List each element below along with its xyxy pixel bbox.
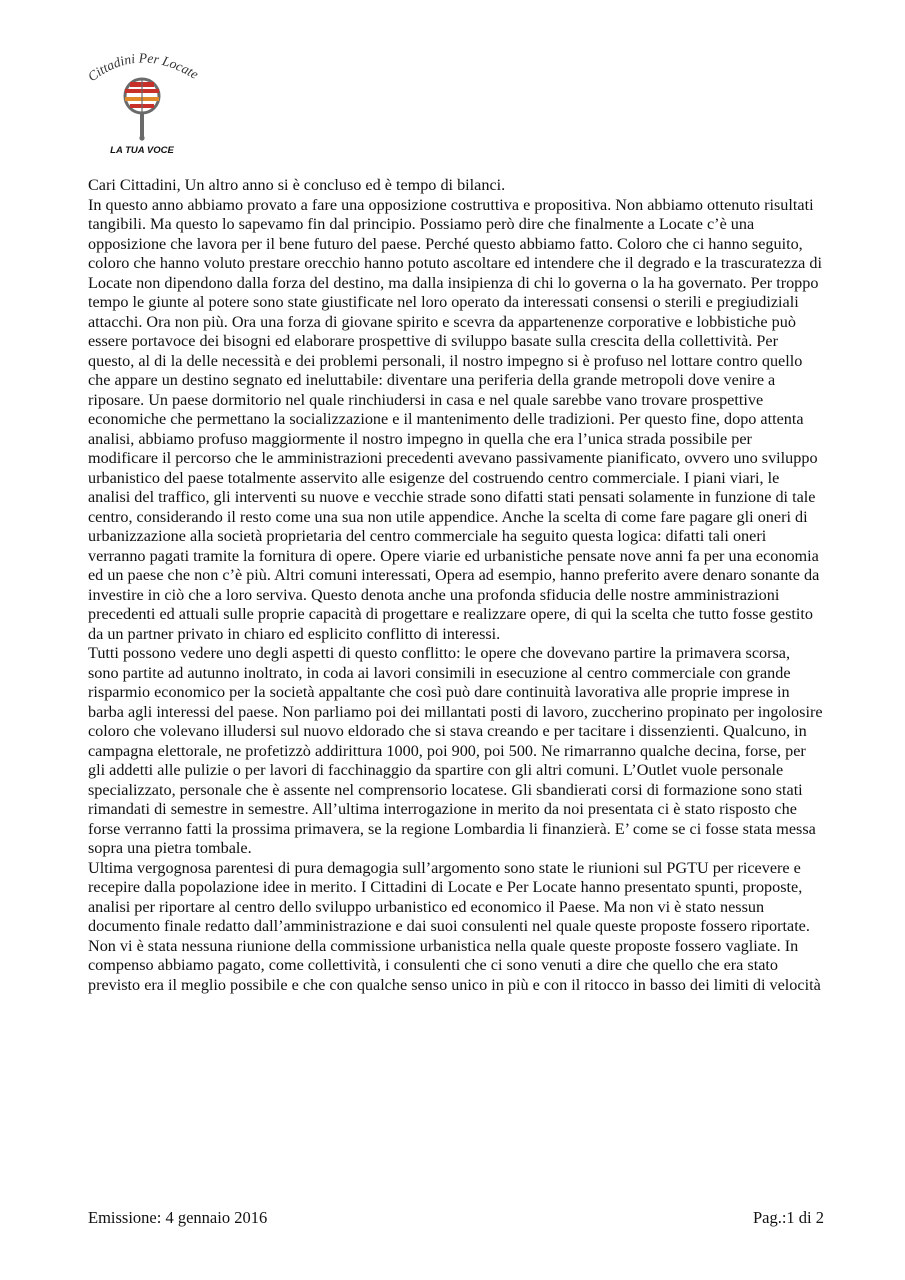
letter-body: [88, 176, 824, 995]
logo-caption: LA TUA VOCE: [110, 145, 174, 156]
paragraph-pgtu: Ultima vergognosa parentesi di pura demagogia sull’argomento sono state le riunioni sul PGTU per ricevere e recepire dalla popolazione idee in merito. I Cittadini di Locate e Per Locate hanno presentato spunti, proposte, analisi per riportare al centro dello sviluppo urbanistico ed economico il Paese. Ma non vi è stato nessun documento finale redatto dall’amministrazione e dai suoi consulenti nel quale queste proposte fossero riportate. Non vi è stata nessuna riunione della commissione urbanistica nella quale queste proposte fossero vagliate. In compenso abbiamo pagato, come collettività, i consulenti che ci sono venuti a dire che quello che era stato previsto era il meglio possibile e che con qualche senso unico in più e con il ritocco in basso dei limiti di velocità: [88, 858, 821, 994]
paragraph-conflict: Tutti possono vedere uno degli aspetti di questo conflitto: le opere che dovevano partire la primavera scorsa, sono partite ad autunno inoltrato, in coda ai lavori consimili in esecuzione al centro commerciale con grande risparmio economico per la società appaltante che così può dare continuità lavorativa alle proprie imprese in barba agli interessi del paese. Non parliamo poi dei millantati posti di lavoro, zuccherino propinato per ingolosire coloro che volevano illudersi sul nuovo eldorado che si stava creando e per tacitare i dissenzienti. Qualcuno, in campagna elettorale, ne profetizzò addirittura 1000, poi 900, poi 500. Ne rimarranno qualche decina, forse, per gli addetti alle pulizie o per lavori di facchinaggio da spartire con gli altri comuni. L’Outlet vuole personale specializzato, personale che è assente nel comprensorio locatese. Gli sbandierati corsi di formazione sono stati rimandati di semestre in semestre. All’ultima interrogazione in merito da noi presentata ci è stato risposto che forse verranno fatti la prossima primavera, se la regione Lombardia li finanzierà. E’ come se ci fosse stata messa sopra una pietra tombale.: [88, 644, 823, 857]
greeting-paragraph: Cari Cittadini, Un altro anno si è concluso ed è tempo di bilanci.: [88, 176, 506, 194]
emission-date: Emissione: 4 gennaio 2016: [88, 1208, 268, 1227]
page-footer: [88, 1208, 824, 1228]
logo: [84, 42, 202, 160]
logo-script-text: Cittadini Per Locate: [84, 50, 202, 85]
page-number: Pag.:1 di 2: [752, 1208, 824, 1227]
microphone-logo-icon: [84, 42, 202, 160]
paragraph-opposition: In questo anno abbiamo provato a fare una opposizione costruttiva e propositiva. Non abbiamo ottenuto risultati tangibili. Ma questo lo sapevamo fin dal principio. Possiamo però dire che finalmente a Locate c’è una opposizione che lavora per il bene futuro del paese. Perché questo abbiamo fatto. Coloro che ci hanno seguito, coloro che hanno voluto prestare orecchio hanno potuto ascoltare ed intendere che il degrado e la trascuratezza di Locate non dipendono dalla forza del destino, ma dalla insipienza di chi lo governa o la ha governato. Per troppo tempo le giunte al potere sono state giustificate nel loro operato da interessati consensi o sterili e pregiudiziali attacchi. Ora non più. Ora una forza di giovane spirito e scevra da appartenenze corporative e lobbistiche può essere portavoce dei bisogni ed elaborare prospettive di sviluppo basate sulla crescita della collettività. Per questo, al di la delle necessità e dei problemi personali, il nostro impegno si è profuso nel lottare contro quello che appare un destino segnato ed ineluttabile: diventare una periferia della grande metropoli dove venire a riposare. Un paese dormitorio nel quale rinchiudersi in casa e nel quale sarebbe vano trovare prospettive economiche che permettano la socializzazione e il mantenimento delle tradizioni. Per questo fine, dopo attenta analisi, abbiamo profuso maggiormente il nostro impegno in quella che era l’unica strada possibile per modificare il percorso che le amministrazioni precedenti avevano passivamente pianificato, ovvero uno sviluppo urbanistico del paese totalmente asservito alle esigenze del costruendo centro commerciale. I piani viari, le analisi del traffico, gli interventi su nuove e vecchie strade sono difatti stati pensati solamente in funzione di tale centro, considerando il resto come una sua non utile appendice. Anche la scelta di come fare pagare gli oneri di urbanizzazione alla società proprietaria del centro commerciale ha seguito questa logica: difatti tali oneri verranno pagati tramite la fornitura di opere. Opere viarie ed urbanistiche pensate nove anni fa per una economia ed un paese che non c’è più. Altri comuni interessati, Opera ad esempio, hanno preferito avere denaro sonante da investire in ciò che a loro serviva. Questo denota anche una profonda sfiducia delle nostre amministrazioni precedenti ed attuali sulle proprie capacità di progettare e realizzare opere, di qui la scelta che tutto fosse gestito da un partner privato in chiaro ed esplicito conflitto di interessi.: [88, 195, 822, 643]
